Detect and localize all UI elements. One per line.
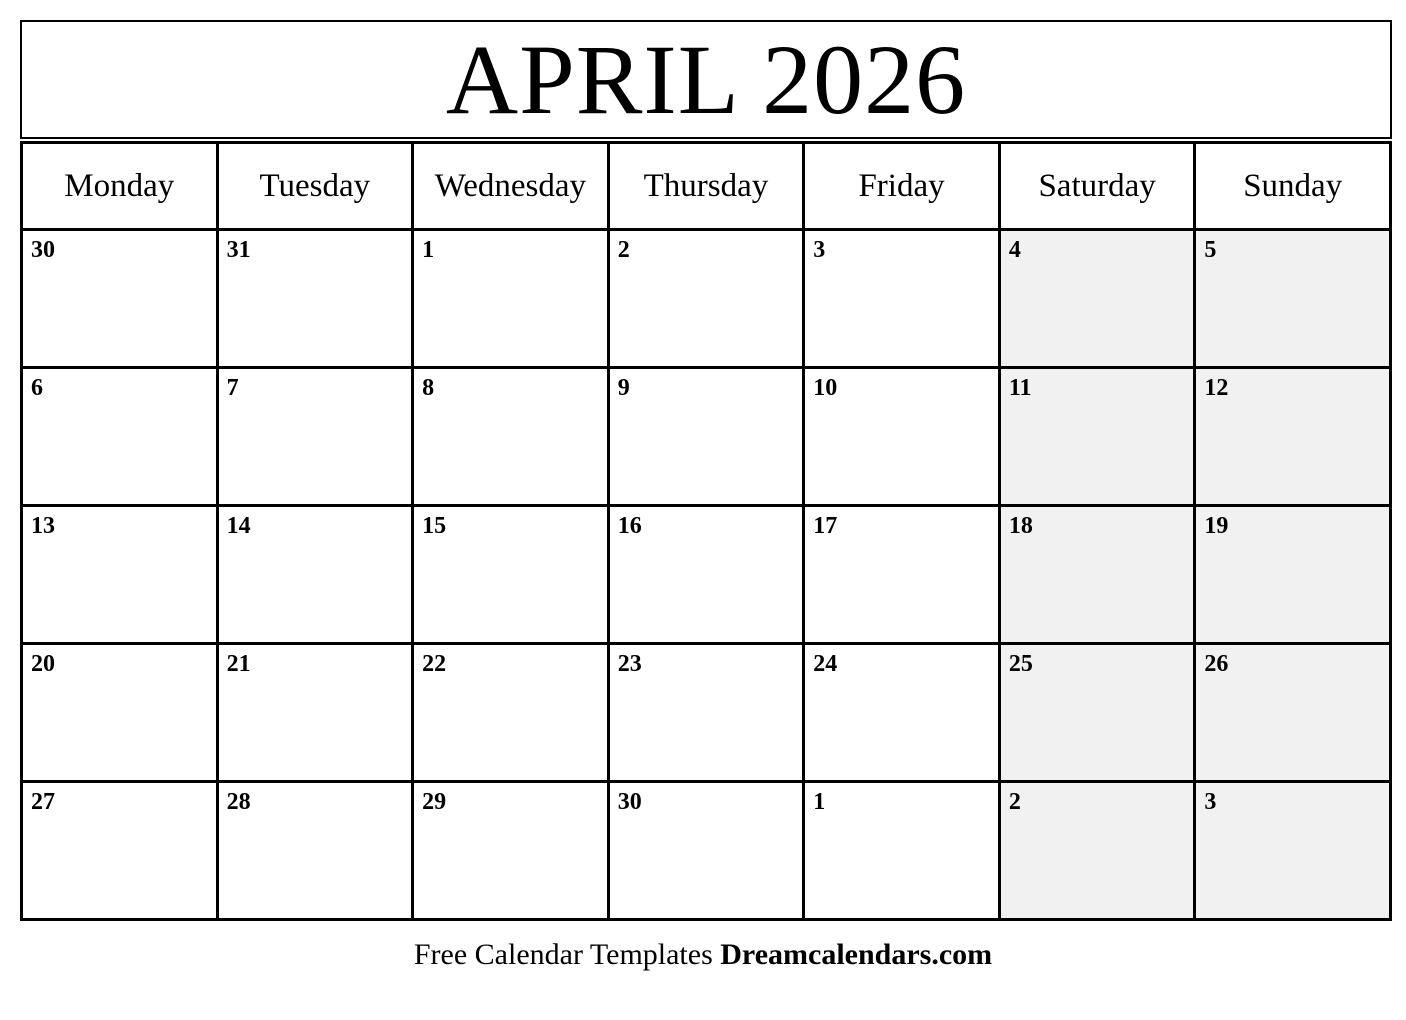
- calendar-title: APRIL 2026: [445, 23, 967, 135]
- week-row-1: [22, 230, 1391, 368]
- day-number: 11: [1008, 375, 1032, 401]
- day-number: 29: [422, 789, 447, 815]
- day-number: 2: [617, 237, 630, 263]
- day-cell: [413, 230, 609, 368]
- day-number: 26: [1204, 651, 1229, 677]
- day-number: 1: [813, 789, 826, 815]
- day-number: 2: [1008, 789, 1021, 815]
- day-number: 27: [31, 789, 55, 815]
- day-number: 21: [226, 651, 251, 677]
- day-number: 24: [813, 651, 838, 677]
- weekday-header-tuesday: Tuesday: [217, 143, 413, 230]
- day-cell: [22, 782, 218, 920]
- day-cell-weekend: [1195, 644, 1391, 782]
- day-number: 23: [617, 651, 642, 677]
- day-number: 31: [226, 237, 251, 263]
- day-number: 16: [617, 513, 642, 539]
- day-cell: [413, 782, 609, 920]
- day-cell: [804, 368, 1000, 506]
- day-cell: [217, 644, 413, 782]
- weekday-header-saturday: Saturday: [999, 143, 1195, 230]
- day-cell: [217, 368, 413, 506]
- day-cell-weekend: [999, 230, 1195, 368]
- day-number: 7: [226, 375, 239, 401]
- week-row-4: [22, 644, 1391, 782]
- day-number: 28: [226, 789, 251, 815]
- day-cell-weekend: [999, 782, 1195, 920]
- day-cell-weekend: [1195, 230, 1391, 368]
- weekday-header-thursday: Thursday: [608, 143, 804, 230]
- day-cell-weekend: [999, 368, 1195, 506]
- week-row-5: [22, 782, 1391, 920]
- day-cell: [608, 230, 804, 368]
- calendar-title-box: [20, 20, 1392, 139]
- day-number: 30: [617, 789, 642, 815]
- day-cell-weekend: [999, 644, 1195, 782]
- week-row-2: [22, 368, 1391, 506]
- day-number: 18: [1008, 513, 1033, 539]
- day-cell: [413, 644, 609, 782]
- day-cell: [22, 506, 218, 644]
- day-cell: [413, 506, 609, 644]
- day-cell: [608, 368, 804, 506]
- day-cell: [804, 506, 1000, 644]
- day-cell-weekend: [1195, 506, 1391, 644]
- week-row-3: [22, 506, 1391, 644]
- day-cell-weekend: [1195, 782, 1391, 920]
- day-number: 14: [226, 513, 251, 539]
- weekday-header-wednesday: Wednesday: [413, 143, 609, 230]
- day-number: 17: [813, 513, 838, 539]
- day-cell: [608, 506, 804, 644]
- day-cell: [22, 368, 218, 506]
- day-cell: [804, 644, 1000, 782]
- day-number: 6: [31, 375, 43, 401]
- day-number: 15: [422, 513, 447, 539]
- day-number: 1: [422, 237, 435, 263]
- day-number: 13: [31, 513, 55, 539]
- day-cell-weekend: [1195, 368, 1391, 506]
- day-number: 12: [1204, 375, 1229, 401]
- day-cell: [608, 782, 804, 920]
- day-number: 3: [813, 237, 826, 263]
- day-number: 10: [813, 375, 838, 401]
- day-cell: [413, 368, 609, 506]
- day-cell: [217, 506, 413, 644]
- weekday-header-row: [22, 143, 1391, 230]
- day-number: 30: [31, 237, 55, 263]
- calendar-grid: [20, 141, 1392, 921]
- footer-text: Free Calendar Templates: [413, 938, 713, 971]
- day-number: 9: [617, 375, 630, 401]
- day-cell: [804, 230, 1000, 368]
- day-number: 3: [1204, 789, 1217, 815]
- day-cell: [217, 230, 413, 368]
- day-number: 25: [1008, 651, 1033, 677]
- day-number: 5: [1204, 237, 1217, 263]
- weekday-header-friday: Friday: [804, 143, 1000, 230]
- day-cell: [22, 230, 218, 368]
- day-cell: [804, 782, 1000, 920]
- day-number: 4: [1008, 237, 1021, 263]
- day-number: 19: [1204, 513, 1229, 539]
- footer-brand: Dreamcalendars.com: [720, 938, 993, 971]
- day-number: 20: [31, 651, 55, 677]
- day-number: 8: [422, 375, 435, 401]
- day-cell: [608, 644, 804, 782]
- footer: [0, 938, 1406, 972]
- day-cell: [217, 782, 413, 920]
- day-number: 22: [422, 651, 447, 677]
- weekday-header-sunday: Sunday: [1195, 143, 1391, 230]
- day-cell-weekend: [999, 506, 1195, 644]
- day-cell: [22, 644, 218, 782]
- weekday-header-monday: Monday: [22, 143, 218, 230]
